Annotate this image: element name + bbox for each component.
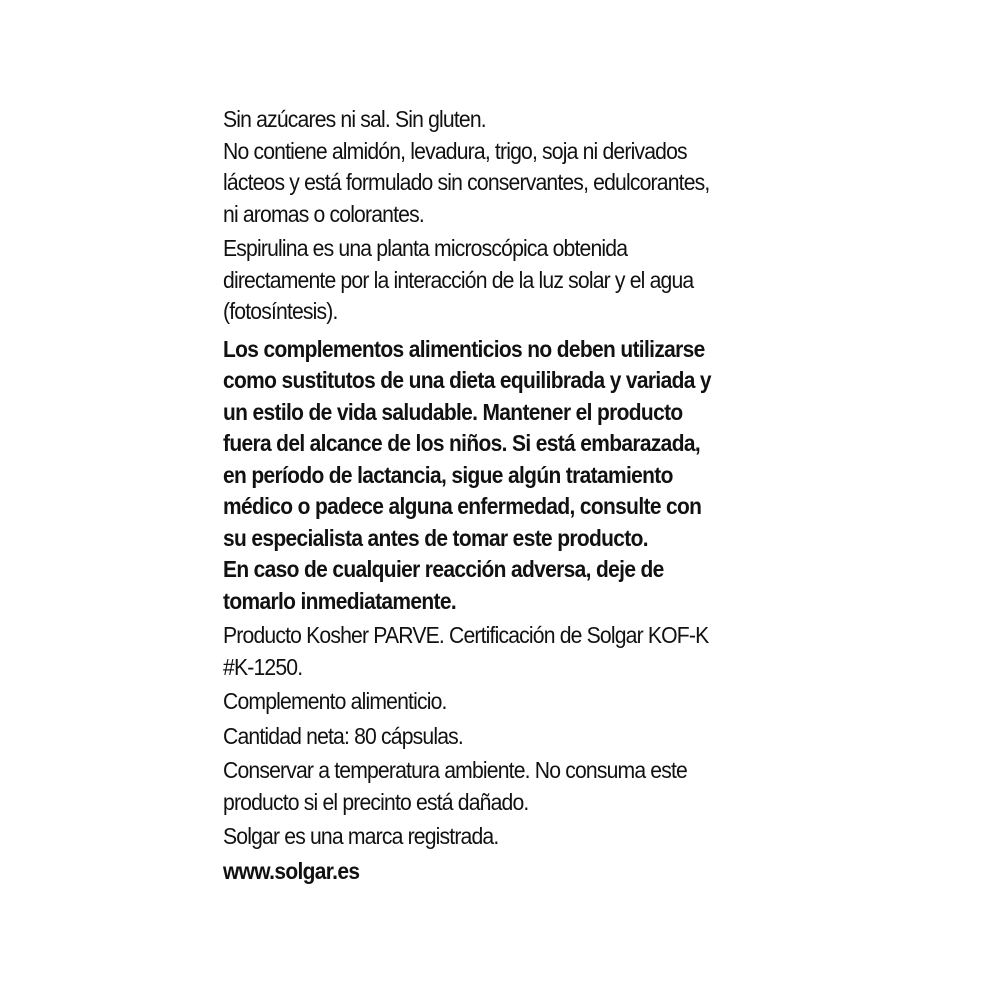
text-line: médico o padece alguna enfermedad, consulte con [223,493,702,519]
text-line: en período de lactancia, sigue algún tratamiento [223,461,673,488]
text-line: Complemento alimenticio. [223,688,447,714]
text-line: tomarlo inmediatamente. [223,587,457,614]
website-text [223,856,796,888]
text-line: En caso de cualquier reacción adversa, deje de [223,556,664,582]
text-line: su especialista antes de tomar este producto. [223,524,648,551]
text-line: un estilo de vida saludable. Mantener el producto [223,398,683,425]
ingredients-statement [223,136,803,231]
text-line: Los complementos alimenticios no deben utilizarse [223,335,705,362]
text-line: Espirulina es una planta microscópica obtenida [223,235,628,261]
text-line: Cantidad neta: 80 cápsulas. [223,722,463,749]
text-line: Producto Kosher PARVE. Certificación de Solgar KOF-K [223,622,709,648]
no-sugar-statement [223,104,803,136]
text-line: Conservar a temperatura ambiente. No consuma este [223,757,687,783]
kosher-certification [223,620,803,683]
supplement-statement [223,686,803,718]
text-line: producto si el precinto está dañado. [223,788,529,815]
text-line: #K-1250. [223,653,303,680]
text-line: lácteos y está formulado sin conservantes, edulcorantes, [223,169,710,195]
website-url: www.solgar.es [223,857,360,884]
text-line: Solgar es una marca registrada. [223,823,499,849]
net-quantity [223,721,803,753]
text-line: directamente por la interacción de la luz solar y el agua [223,266,694,293]
text-line: No contiene almidón, levadura, trigo, soja ni derivados [223,137,687,164]
storage-instructions [223,755,803,818]
label-text-block [223,104,803,887]
text-line: fuera del alcance de los niños. Si está embarazada, [223,430,701,456]
text-line: (fotosíntesis). [223,298,338,324]
text-line: Sin azúcares ni sal. Sin gluten. [223,106,486,132]
warning-statement [223,334,796,618]
text-line: como sustitutos de una dieta equilibrada y variada y [223,367,711,393]
text-line: ni aromas o colorantes. [223,200,424,227]
trademark-statement [223,821,803,853]
spirulina-description [223,233,803,328]
